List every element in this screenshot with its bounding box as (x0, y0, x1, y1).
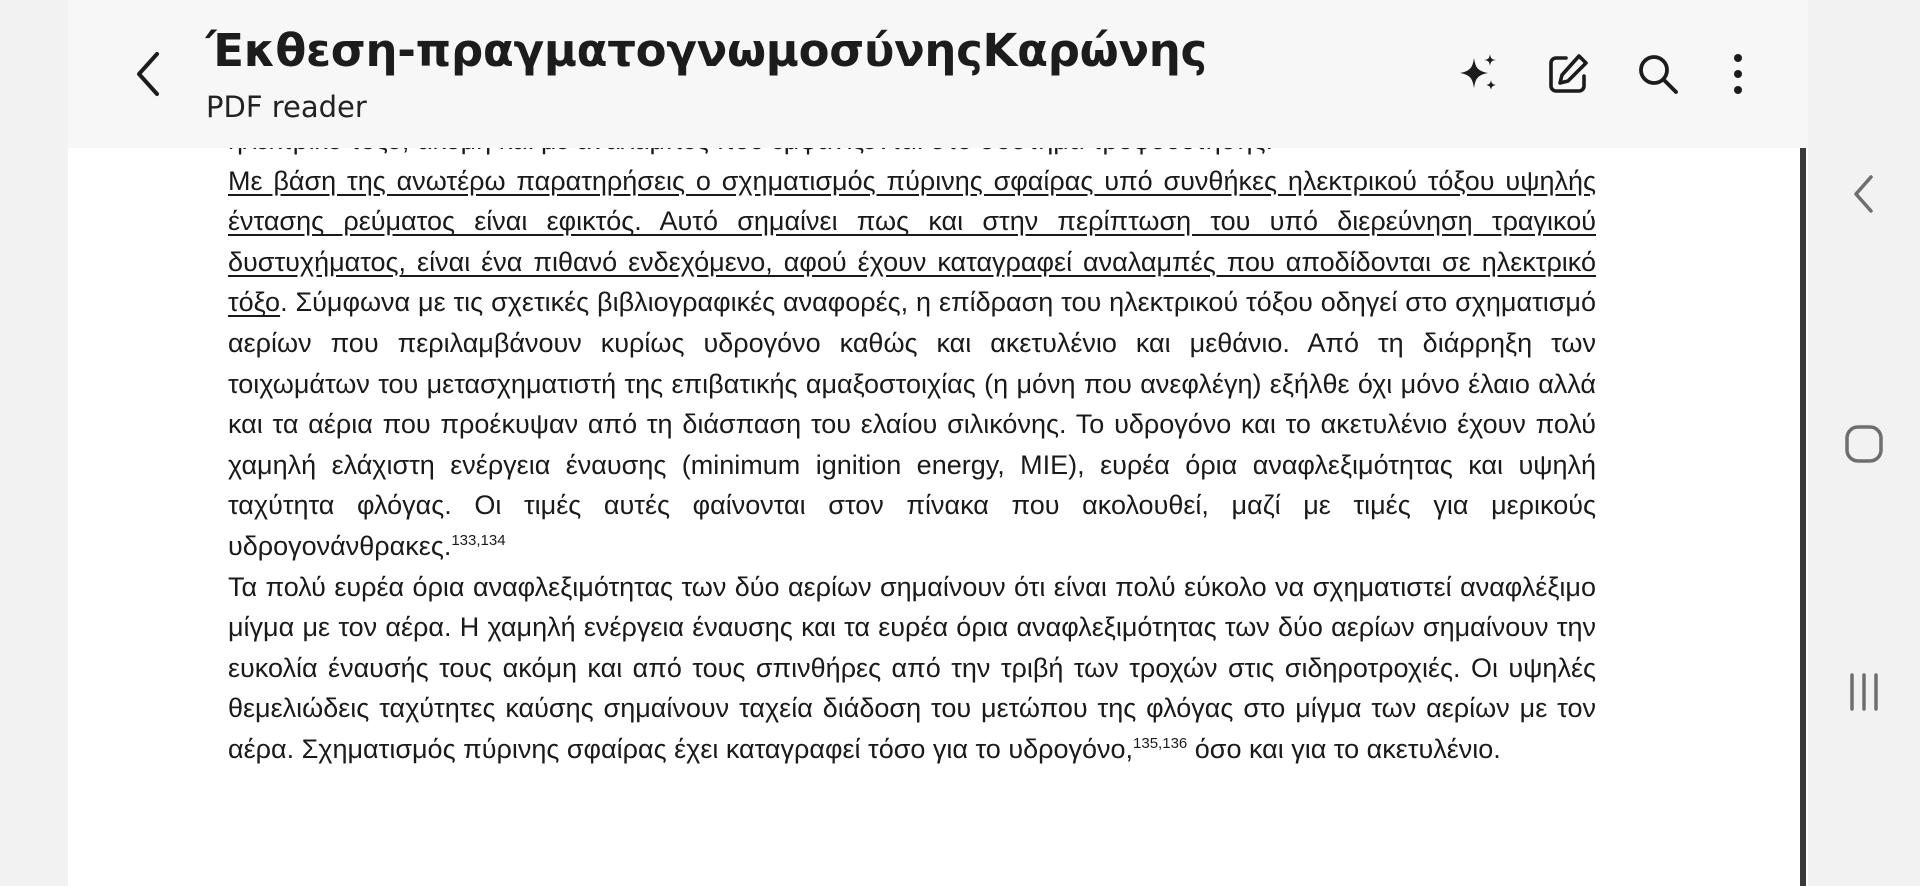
more-options-button[interactable] (1708, 44, 1768, 104)
underlined-text: Με βάση της ανωτέρω παρατηρήσεις ο σχηματισμός πύρινης σφαίρας υπό συνθήκες ηλεκτρικού τόξου υψηλής έντασης ρεύματος είναι εφικτός. Αυτό σημαίνει πως και στην περίπτωση του υπό διερεύνηση τραγικού δυστυχήματος, είναι ένα πιθανό ενδεχόμενο, αφού έχουν καταγραφεί αναλαμπές που αποδίδονται σε ηλεκτρικό τόξο (228, 165, 1596, 318)
system-navigation-bar (1808, 0, 1920, 886)
edit-icon (1544, 50, 1592, 98)
search-button[interactable] (1628, 44, 1688, 104)
paragraph-2-tail: όσο και για το ακετυλένιο. (1187, 733, 1501, 764)
reference-superscript: 133,134 (451, 531, 506, 549)
nav-home-icon (1843, 423, 1885, 465)
paragraph-2 (228, 567, 1596, 770)
back-button[interactable] (122, 44, 174, 104)
nav-back-button[interactable] (1834, 164, 1894, 224)
app-bar (68, 0, 1808, 148)
paragraph-2-text: Τα πολύ ευρέα όρια αναφλεξιμότητας των δύο αερίων σημαίνουν ότι είναι πολύ εύκολο να σχηματιστεί αναφλέξιμο μίγμα με τον αέρα. Η χαμηλή ενέργεια έναυσης και τα ευρέα όρια αναφλεξιμότητας των δύο αερίων σημαίνουν την ευκολία έναυσής τους ακόμη και από τους σπινθήρες από την τριβή των τροχών στις σιδηροτροχιές. Οι υψηλές θεμελιώδεις ταχύτητες καύσης σημαίνουν ταχεία διάδοση του μετώπου της φλόγας στο μίγμα των αερίων με τον αέρα. Σχηματισμός πύρινης σφαίρας έχει καταγραφεί τόσο για το υδρογόνο, (228, 571, 1596, 764)
left-gutter (0, 0, 68, 886)
paragraph-1 (228, 161, 1596, 567)
chevron-left-icon (133, 50, 163, 98)
nav-back-icon (1850, 173, 1878, 215)
page-edge (1800, 148, 1806, 886)
ai-assist-button[interactable] (1448, 44, 1508, 104)
nav-recents-icon (1844, 671, 1884, 713)
more-vertical-icon (1728, 50, 1748, 98)
pdf-text-content (228, 120, 1596, 770)
nav-home-button[interactable] (1834, 414, 1894, 474)
edit-button[interactable] (1538, 44, 1598, 104)
document-title: Έκθεση-πραγματογνωμοσύνηςΚαρώνης (206, 24, 1207, 77)
paragraph-1-text: . Σύμφωνα με τις σχετικές βιβλιογραφικές αναφορές, η επίδραση του ηλεκτρικού τόξου οδηγεί στο σχηματισμό αερίων που περιλαμβάνουν κυρίως υδρογόνο καθώς και ακετυλένιο και μεθάνιο. Από τη διάρρηξη των τοιχωμάτων του μετασχηματιστή της επιβατικής αμαξοστοιχίας (η μόνη που ανεφλέγη) εξήλθε όχι μόνο έλαιο αλλά και τα αέρια που προέκυψαν από τη διάσπαση του ελαίου σιλικόνης. Το υδρογόνο και το ακετυλένιο έχουν πολύ χαμηλή ελάχιστη ενέργεια έναυσης (minimum ignition energy, MIE), ευρέα όρια αναφλεξιμότητας και υψηλή ταχύτητα φλόγας. Οι τιμές αυτές φαίνονται στον πίνακα που ακολουθεί, μαζί με τιμές για μερικούς υδρογονάνθρακες. (228, 287, 1596, 561)
search-icon (1634, 50, 1682, 98)
app-subtitle: PDF reader (206, 90, 367, 124)
pdf-reader-app (68, 0, 1808, 886)
pdf-page[interactable] (68, 148, 1808, 886)
nav-recents-button[interactable] (1834, 662, 1894, 722)
sparkle-icon (1454, 50, 1502, 98)
reference-superscript: 135,136 (1133, 734, 1188, 752)
